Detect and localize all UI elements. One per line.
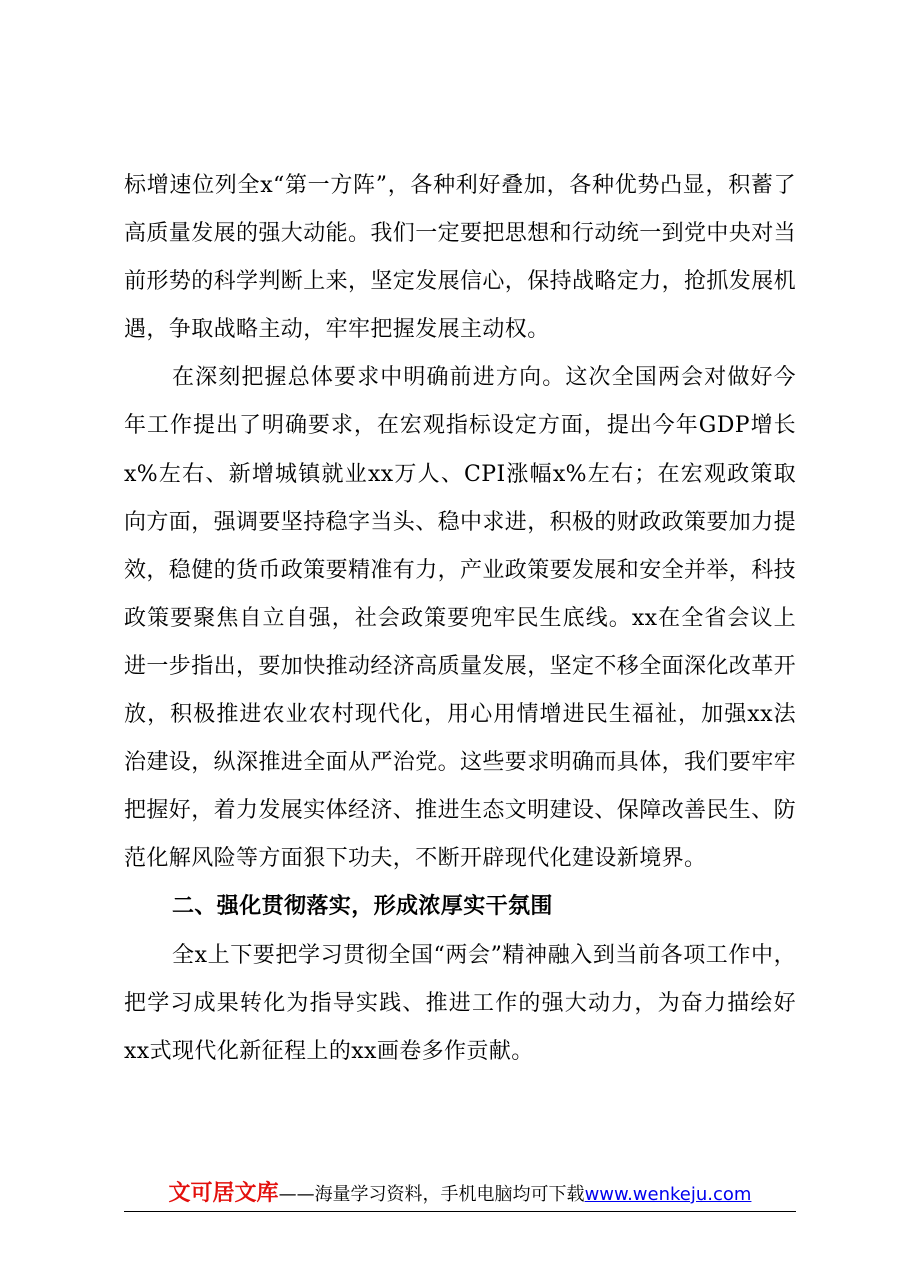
page-footer <box>124 1176 796 1213</box>
body-paragraph-direction: 在深刻把握总体要求中明确前进方向。这次全国两会对做好今年工作提出了明确要求，在宏观指标设定方面，提出今年GDP增长x%左右、新增城镇就业xx万人、CPI涨幅x%左右；在宏观政策取向方面，强调要坚持稳字当头、稳中求进，积极的财政政策要加力提效，稳健的货币政策要精准有力，产业政策要发展和安全并举，科技政策要聚焦自立自强，社会政策要兜牢民生底线。xx在全省会议上进一步指出，要加快推动经济高质量发展，坚定不移全面深化改革开放，积极推进农业农村现代化，用心用情增进民生福祉，加强xx法治建设，纵深推进全面从严治党。这些要求明确而具体，我们要牢牢把握好，着力发展实体经济、推进生态文明建设、保障改善民生、防范化解风险等方面狠下功夫，不断开辟现代化建设新境界。 <box>124 365 797 872</box>
body-paragraph-continued: 标增速位列全x“第一方阵”，各种利好叠加，各种优势凸显，积蓄了高质量发展的强大动能。我们一定要把思想和行动统一到党中央对当前形势的科学判断上来，坚定发展信心，保持战略定力，抢抓发展机遇，争取战略主动，牢牢把握发展主动权。 <box>124 173 797 343</box>
document-body <box>124 162 796 1076</box>
footer-link[interactable]: www.wenkeju.com <box>584 1184 752 1205</box>
footer-tagline: ——海量学习资料，手机电脑均可下载 <box>278 1184 585 1205</box>
body-paragraph-closing: 全x上下要把学习贯彻全国“两会”精神融入到当前各项工作中，把学习成果转化为指导实践、推进工作的强大动力，为奋力描绘好xx式现代化新征程上的xx画卷多作贡献。 <box>124 942 796 1064</box>
footer-divider <box>124 1211 796 1212</box>
section-heading: 二、强化贯彻落实，形成浓厚实干氛围 <box>172 894 553 920</box>
footer-brand: 文可居文库 <box>168 1181 279 1206</box>
